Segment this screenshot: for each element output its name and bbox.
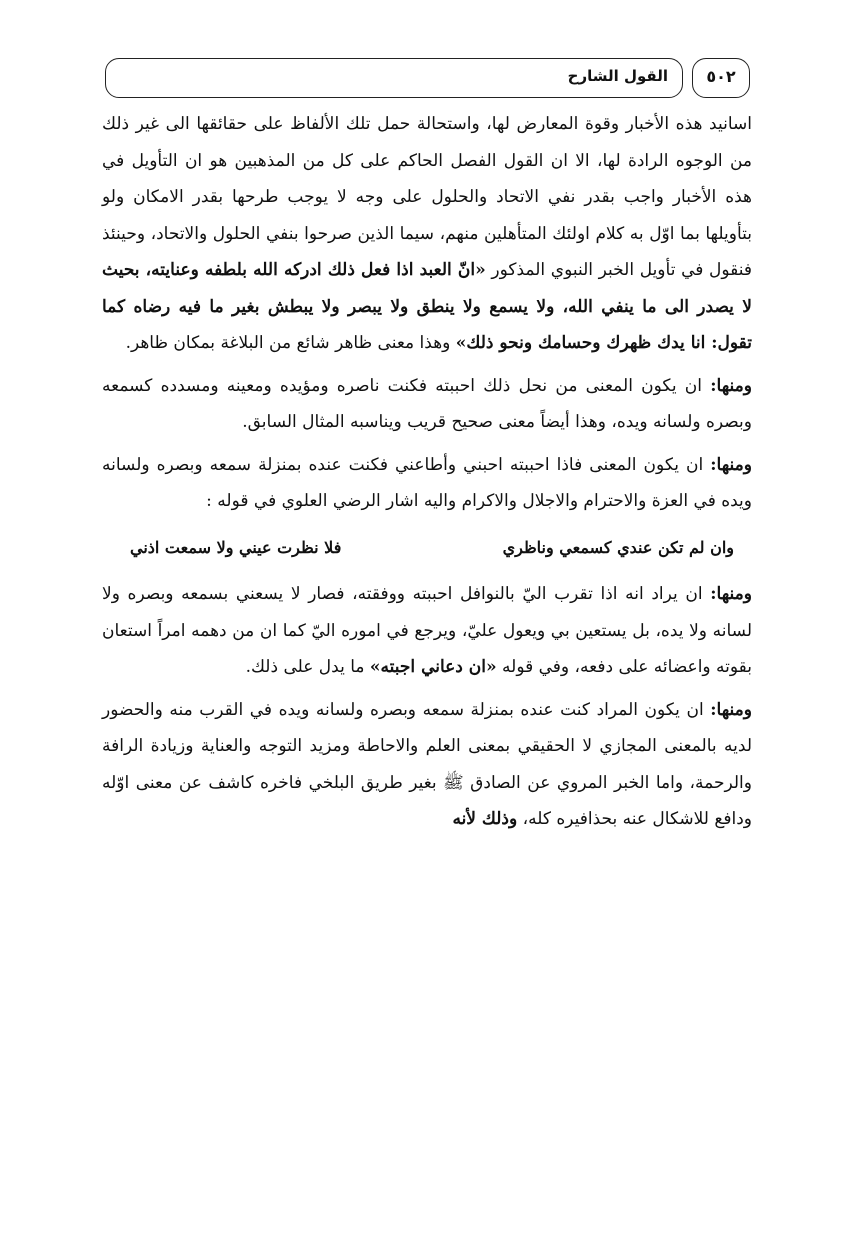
paragraph-lead: ومنها: [710, 454, 752, 475]
paragraph-3 [102, 447, 752, 520]
hadith-quote: «انّ العبد اذا فعل ذلك ادركه الله بلطفه وعنايته، بحيث لا يصدر الى ما ينفي الله، ولا يسمع ولا ينطق ولا يبصر ولا يبطش بغير ما فيه رضاه كما تقول: انا يدك ظهرك وحسامك ونحو ذلك» [102, 260, 752, 353]
hadith-quote: «ان دعاني اجبته» [369, 657, 497, 677]
paragraph-lead: ومنها: [710, 375, 752, 396]
page-number: ٥٠٢ [706, 67, 736, 86]
paragraph-4 [102, 576, 752, 686]
running-title: القول الشارح [567, 67, 668, 85]
paragraph-text: ان يكون المعنى من نحل ذلك احببته فكنت ناصره ومؤيده ومعينه ومسدده كسمعه وبصره ولسانه ويده، وهذا أيضاً معنى صحيح قريب ويناسبه المثال السابق. [102, 375, 752, 432]
paragraph-text: ما يدل على ذلك. [245, 657, 370, 677]
paragraph-text: ان يراد انه اذا تقرب اليّ بالنوافل احببته ووفقته، فصار لا يسعني بسمعه وبصره ولا لسانه ولا يده، بل يستعين بي ويعول عليّ، ويرجع في اموره اليّ كما ان من دهمه امراً استعان بقوته واعضائه على دفعه، وفي قوله [102, 584, 752, 677]
paragraph-text: اسانيد هذه الأخبار وقوة المعارض لها، واستحالة حمل تلك الألفاظ على حقائقها الى غير ذلك من الوجوه الرادة لها، الا ان القول الفصل الحاكم على كل من المذهبين هو ان التأويل في هذه الأخبار واجب بقدر نفي الاتحاد والحلول على وجه لا يوجب طرحها بقدر الامكان ولو بتأويلها بما اوّل به كلام اولئك المتأهلين منهم، سيما الذين صرحوا بنفي الحلول والاتحاد، وحينئذ فنقول في تأويل الخبر النبوي المذكور [102, 114, 752, 280]
paragraph-text: ان يكون المعنى فاذا احببته احبني وأطاعني فكنت عنده بمنزلة سمعه وبصره ولسانه ويده في العزة والاحترام والاجلال والاكرام واليه اشار الرضي العلوي في قوله : [102, 454, 752, 511]
verse-first-hemistich: وان لم تكن عندي كسمعي وناظري [502, 537, 734, 557]
paragraph-5 [102, 692, 752, 838]
paragraph-lead: ومنها: [710, 699, 752, 720]
paragraph-lead: ومنها: [710, 584, 752, 604]
verse-second-hemistich: فلا نظرت عيني ولا سمعت اذني [130, 537, 342, 557]
paragraph-2 [102, 368, 752, 441]
paragraph-text: وهذا معنى ظاهر شائع من البلاغة بمكان ظاهر. [125, 333, 456, 353]
paragraph-text: ان يكون المراد كنت عنده بمنزلة سمعه وبصره ولسانه ويده في القرب منه والحضور لديه بالمعنى المجازي لا الحقيقي بمعنى العلم والاحاطة ومزيد التوجه والعناية وزيادة الرافة والرحمة، واما الخبر المروي عن الصادق ﷺ بغير طريق البلخي فاخره كاشف عن معنى اوّله ودافع للاشكال عنه بحذافيره كله، [102, 699, 752, 829]
paragraph-1 [102, 106, 752, 362]
running-header-frame [105, 58, 683, 98]
emphasis-text: وذلك لأنه [452, 809, 518, 829]
body-text [102, 106, 752, 844]
poetry-verse [102, 530, 752, 567]
page-number-frame [692, 58, 750, 98]
